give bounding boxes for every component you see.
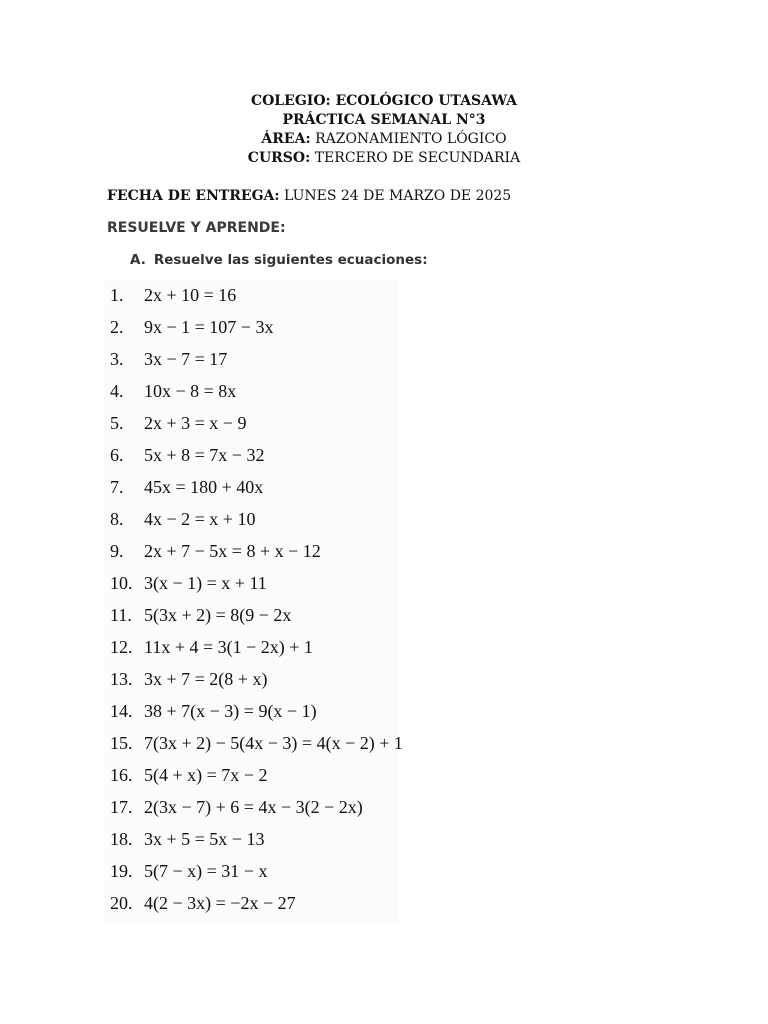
equation-number: 9. — [110, 541, 124, 561]
area-value: RAZONAMIENTO LÓGICO — [315, 131, 507, 147]
equation-item — [110, 636, 403, 668]
equation-item — [110, 476, 403, 508]
equation-expression: 7(3x + 2) − 5(4x − 3) = 4(x − 2) + 1 — [144, 733, 403, 753]
equation-item — [110, 860, 403, 892]
equation-number: 17. — [110, 797, 133, 817]
equation-number: 4. — [110, 381, 124, 401]
equation-expression: 45x = 180 + 40x — [144, 477, 264, 497]
equation-number: 8. — [110, 509, 124, 529]
due-date-value: LUNES 24 DE MARZO DE 2025 — [284, 188, 512, 204]
equation-item — [110, 316, 403, 348]
equation-item — [110, 444, 403, 476]
instruction-letter: A. — [130, 252, 146, 268]
equation-expression: 5(7 − x) = 31 − x — [144, 861, 268, 881]
equation-expression: 4x − 2 = x + 10 — [144, 509, 256, 529]
equation-expression: 5x + 8 = 7x − 32 — [144, 445, 265, 465]
equation-item — [110, 668, 403, 700]
equation-number: 7. — [110, 477, 124, 497]
equation-expression: 2x + 7 − 5x = 8 + x − 12 — [144, 541, 321, 561]
document-header — [0, 92, 768, 168]
area-line — [0, 130, 768, 149]
equation-number: 15. — [110, 733, 133, 753]
equation-item — [110, 540, 403, 572]
equation-item — [110, 508, 403, 540]
equation-number: 18. — [110, 829, 133, 849]
section-title: RESUELVE Y APRENDE: — [107, 220, 286, 236]
equation-number: 3. — [110, 349, 124, 369]
equation-expression: 9x − 1 = 107 − 3x — [144, 317, 274, 337]
equation-expression: 5(4 + x) = 7x − 2 — [144, 765, 268, 785]
equation-number: 19. — [110, 861, 133, 881]
school-name: COLEGIO: ECOLÓGICO UTASAWA — [250, 93, 518, 109]
equation-number: 12. — [110, 637, 133, 657]
instruction-text: Resuelve las siguientes ecuaciones: — [153, 252, 428, 268]
instruction-line — [130, 251, 428, 270]
equation-item — [110, 796, 403, 828]
course-label: CURSO: — [247, 150, 311, 166]
equation-item — [110, 348, 403, 380]
equation-expression: 3x + 7 = 2(8 + x) — [144, 669, 268, 689]
equation-number: 6. — [110, 445, 124, 465]
equation-number: 14. — [110, 701, 133, 721]
equation-number: 2. — [110, 317, 124, 337]
equation-list — [110, 284, 403, 924]
equation-expression: 10x − 8 = 8x — [144, 381, 237, 401]
equation-number: 20. — [110, 893, 133, 913]
equation-item — [110, 284, 403, 316]
equation-expression: 3(x − 1) = x + 11 — [144, 573, 267, 593]
equation-number: 10. — [110, 573, 133, 593]
equation-expression: 2x + 10 = 16 — [144, 285, 237, 305]
practice-title: PRÁCTICA SEMANAL N°3 — [282, 112, 486, 128]
equation-expression: 3x − 7 = 17 — [144, 349, 228, 369]
equation-number: 16. — [110, 765, 133, 785]
equation-item — [110, 380, 403, 412]
equation-expression: 38 + 7(x − 3) = 9(x − 1) — [144, 701, 317, 721]
due-date-line — [107, 187, 511, 206]
area-label: ÁREA: — [261, 131, 311, 147]
equation-expression: 2(3x − 7) + 6 = 4x − 3(2 − 2x) — [144, 797, 363, 817]
equation-item — [110, 604, 403, 636]
equation-expression: 3x + 5 = 5x − 13 — [144, 829, 265, 849]
equation-item — [110, 700, 403, 732]
equation-expression: 5(3x + 2) = 8(9 − 2x — [144, 605, 292, 625]
equation-item — [110, 572, 403, 604]
equation-item — [110, 764, 403, 796]
equation-number: 13. — [110, 669, 133, 689]
course-value: TERCERO DE SECUNDARIA — [314, 150, 521, 166]
due-date-label: FECHA DE ENTREGA: — [107, 188, 280, 204]
equation-expression: 2x + 3 = x − 9 — [144, 413, 247, 433]
equation-expression: 4(2 − 3x) = −2x − 27 — [144, 893, 296, 913]
equation-item — [110, 412, 403, 444]
course-line — [0, 149, 768, 168]
equation-item — [110, 732, 403, 764]
equation-number: 1. — [110, 285, 124, 305]
equation-number: 11. — [110, 605, 132, 625]
equation-item — [110, 892, 403, 924]
equation-expression: 11x + 4 = 3(1 − 2x) + 1 — [144, 637, 313, 657]
equation-item — [110, 828, 403, 860]
equation-number: 5. — [110, 413, 124, 433]
